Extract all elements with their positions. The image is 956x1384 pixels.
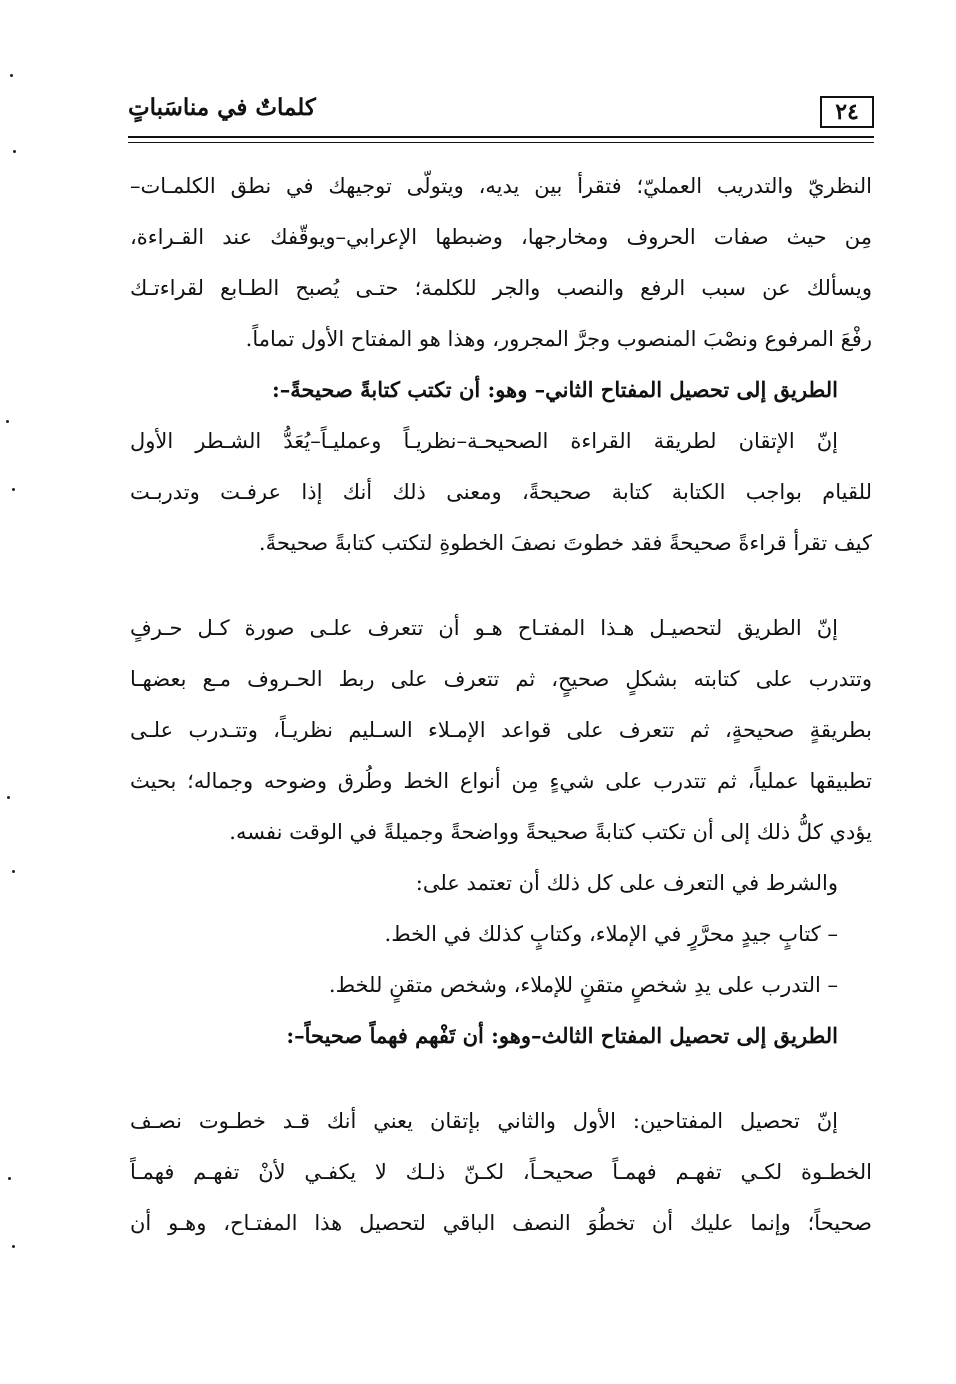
page-number-box: [820, 96, 874, 128]
body-line: إنّ الإتقان لطريقة القراءة الصحيحـة–نظريـاً وعمليـاً–يُعَدُّ الشـطر الأول: [130, 429, 838, 453]
body-line: بطريقةٍ صحيحةٍ، ثم تتعرف على قواعد الإمـلاء السـليم نظريـاً، وتتـدرب علـى: [130, 718, 872, 742]
scan-mark: [12, 870, 15, 873]
page-number: ٢٤: [835, 99, 859, 125]
body-line: والشرط في التعرف على كل ذلك أن تعتمد على:: [415, 871, 838, 895]
section-heading: الطريق إلى تحصيل المفتاح الثالث–وهو: أن تَفْهم فهماً صحيحاً–:: [286, 1023, 838, 1048]
body-line: إنّ الطريق لتحصيـل هـذا المفتـاح هـو أن تتعرف علـى صورة كـل حـرفٍ: [130, 616, 838, 640]
body-line: كيف تقرأ قراءةً صحيحةً فقد خطوتَ نصفَ الخطوةِ لتكتب كتابةً صحيحةً.: [258, 531, 872, 555]
body-line: صحيحاً؛ وإنما عليك أن تخطُوَ النصف الباقي لتحصيل هذا المفتـاح، وهـو أن: [130, 1211, 872, 1235]
running-header: [128, 88, 874, 134]
page-body: [130, 166, 872, 1306]
scan-mark: [12, 488, 15, 491]
body-line: تطبيقها عملياً، ثم تتدرب على شيءٍ مِن أنواع الخط وطُرق وضوحه وجماله؛ بحيث: [130, 769, 872, 793]
scan-mark: [10, 74, 13, 77]
body-line: الخطـوة لكـي تفهـم فهمـاً صحيحـاً، لكـنّ ذلـك لا يكفـي لأنْ تفهـم فهمـاً: [130, 1160, 872, 1184]
body-line: النظريّ والتدريب العمليّ؛ فتقرأ بين يديه، ويتولّى توجيهك في نطق الكلمـات–: [130, 174, 872, 198]
body-line: مِن حيث صفات الحروف ومخارجها، وضبطها الإعرابي–ويوقّفك عند القـراءة،: [130, 225, 872, 249]
body-line: إنّ تحصيل المفتاحين: الأول والثاني بإتقان يعني أنك قـد خطـوت نصـف: [130, 1109, 838, 1133]
list-item: – التدرب على يدِ شخصٍ متقنٍ للإملاء، وشخص متقنٍ للخط.: [328, 973, 838, 997]
scan-mark: [7, 796, 10, 799]
body-line: للقيام بواجب الكتابة كتابة صحيحةً، ومعنى ذلك أنك إذا عرفـت وتدربـت: [130, 480, 872, 504]
body-line: يؤدي كلُّ ذلك إلى أن تكتب كتابةً صحيحةً وواضحةً وجميلةً في الوقت نفسه.: [229, 820, 872, 844]
header-rule-thin: [128, 142, 874, 143]
scan-mark: [12, 1245, 15, 1248]
body-line: ويسألك عن سبب الرفع والنصب والجر للكلمة؛ حتـى يُصبح الطـابع لقراءتـك: [130, 276, 872, 300]
header-rule-thick: [128, 136, 874, 138]
body-line: رفْعَ المرفوع ونصْبَ المنصوب وجرَّ المجرور، وهذا هو المفتاح الأول تماماً.: [245, 327, 872, 351]
list-item: – كتابٍ جيدٍ محرَّرٍ في الإملاء، وكتابٍ كذلك في الخط.: [384, 922, 838, 946]
scan-mark: [13, 150, 16, 153]
scan-mark: [8, 1177, 11, 1180]
section-heading: الطريق إلى تحصيل المفتاح الثاني– وهو: أن تكتب كتابةً صحيحةً–:: [272, 377, 838, 402]
header-title: كلماتٌ في مناسَباتٍ: [128, 94, 316, 121]
body-line: وتتدرب على كتابته بشكلٍ صحيحٍ، ثم تتعرف على ربط الحـروف مـع بعضهـا: [130, 667, 872, 691]
scan-mark: [6, 420, 9, 423]
